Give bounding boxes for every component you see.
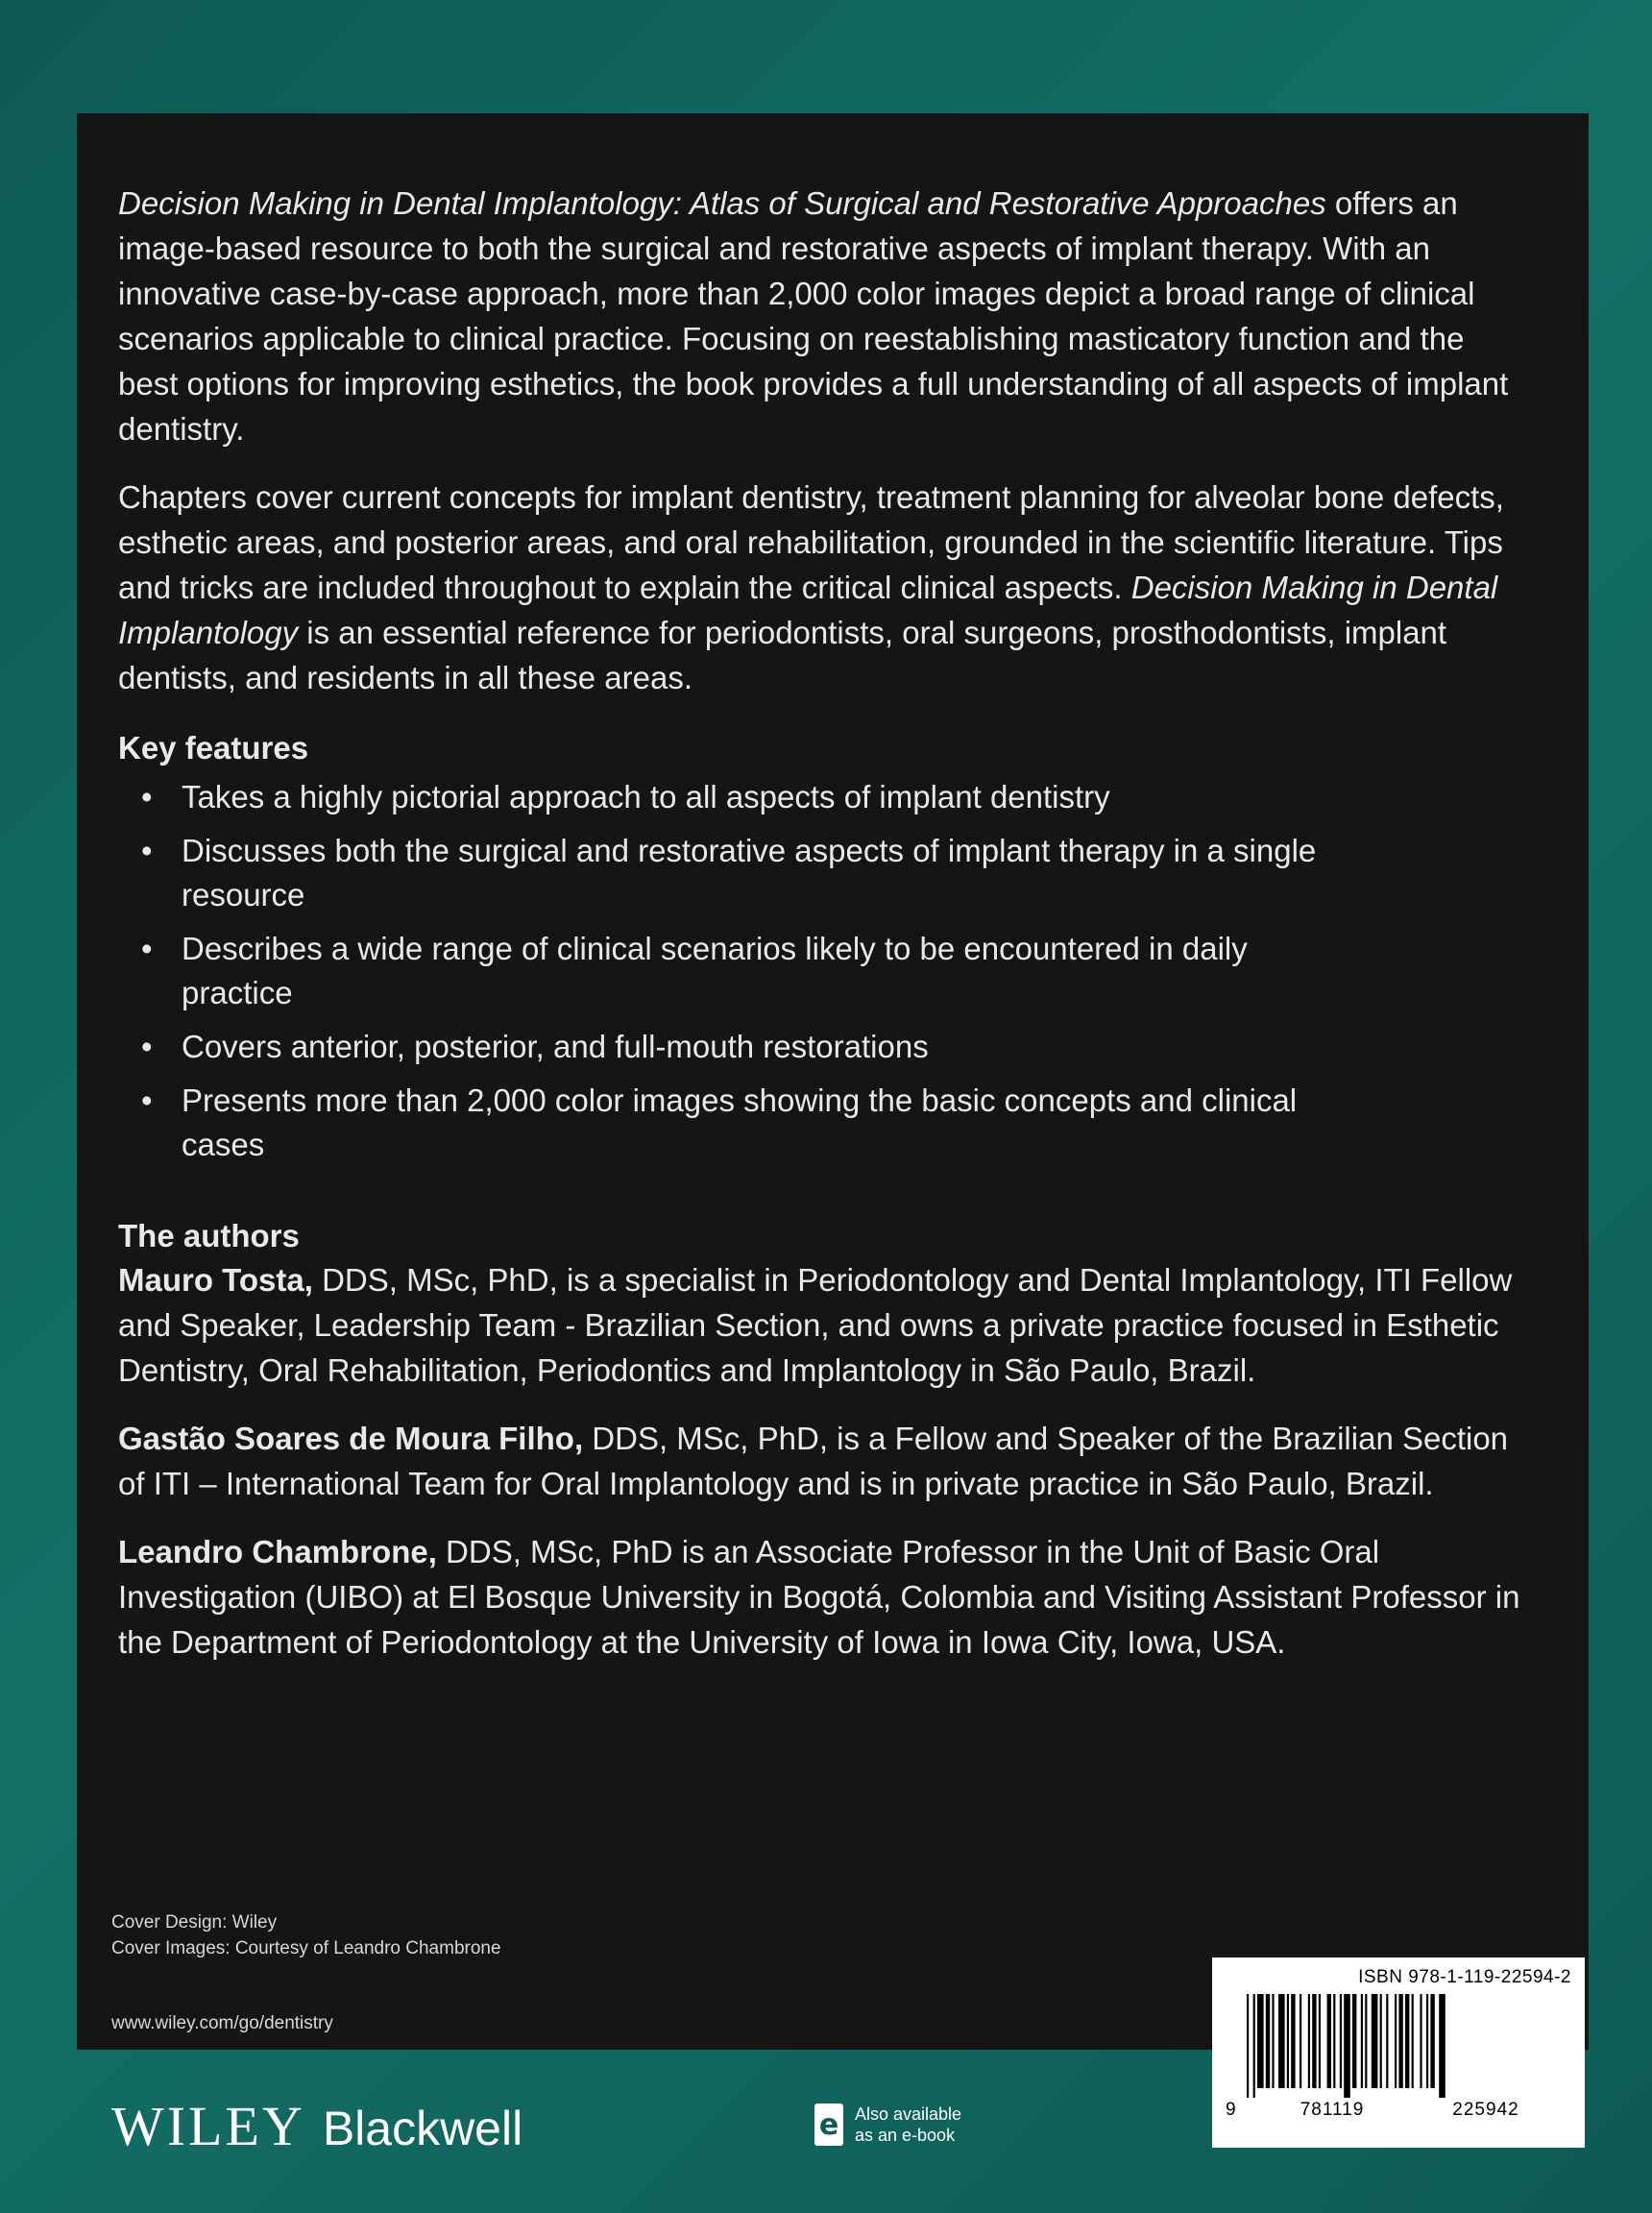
barcode-bar <box>1253 1994 1255 2098</box>
back-cover-panel <box>77 113 1589 2050</box>
isbn-barcode <box>1212 1958 1585 2148</box>
barcode-bar <box>1398 1994 1402 2088</box>
barcode-bar <box>1333 1994 1335 2088</box>
barcode-bar <box>1287 1994 1289 2088</box>
chapters-paragraph <box>118 474 1531 700</box>
barcode-bar <box>1308 1994 1310 2088</box>
feature-item: • Describes a wide range of clinical scenarios likely to be encountered in daily practice <box>118 927 1319 1015</box>
barcode-bar <box>1300 1994 1301 2088</box>
barcode-bar <box>1291 1994 1295 2088</box>
barcode-bar <box>1405 1994 1409 2088</box>
barcode-bar <box>1420 1994 1421 2088</box>
barcode-bar <box>1361 1994 1363 2088</box>
author-name: Leandro Chambrone, <box>118 1534 437 1569</box>
intro-text: offers an image-based resource to both the surgical and restorative aspects of implant therapy. With an innovative case-by-case approach, more than 2,000 color images depict a broad range of clinical scenarios applicable to clinical practice. Focusing on reestablishing masticatory function and the best options for improving esthetics, the book provides a full understanding of all aspects of implant dentistry. <box>118 185 1509 447</box>
barcode-bar <box>1439 1994 1446 2098</box>
barcode-right-group: 225942 <box>1452 2100 1519 2120</box>
key-features-heading: Key features <box>118 730 309 766</box>
publisher-logo <box>111 2094 522 2158</box>
barcode-bar <box>1430 1994 1434 2088</box>
website-link[interactable]: www.wiley.com/go/dentistry <box>111 2013 333 2033</box>
barcode-bar <box>1386 1994 1388 2088</box>
author-bio: Gastão Soares de Moura Filho, DDS, MSc, PhD, is a Fellow and Speaker of the Brazilian Section of ITI – International Team for Oral Implantology and is in private practice in São Paulo, Brazil. <box>118 1421 1509 1501</box>
barcode-bar <box>1412 1994 1414 2088</box>
ebook-icon: e <box>814 2104 843 2146</box>
feature-item: • Covers anterior, posterior, and full-mouth restorations <box>118 1025 1319 1069</box>
book-title-italic: Decision Making in Dental Implantology: Atlas of Surgical and Restorative Approaches <box>118 185 1326 221</box>
feature-item: • Presents more than 2,000 color images showing the basic concepts and clinical cases <box>118 1079 1319 1167</box>
bullet-icon: • <box>141 931 153 966</box>
cover-credits <box>111 1909 501 1961</box>
cover-images-credit: Cover Images: Courtesy of Leandro Chambrone <box>111 1938 501 1958</box>
ebook-availability <box>814 2104 961 2146</box>
barcode-bars <box>1226 1994 1571 2098</box>
ebook-text: Also available as an e-book <box>855 2104 962 2145</box>
feature-item: • Takes a highly pictorial approach to all aspects of implant dentistry <box>118 775 1319 819</box>
author-name: Mauro Tosta, <box>118 1262 313 1298</box>
authors-heading: The authors <box>118 1218 300 1253</box>
barcode-bar <box>1380 1994 1382 2088</box>
book-short-title-italic: Decision Making in Dental Implantology <box>118 570 1498 650</box>
bullet-icon: • <box>141 833 153 868</box>
barcode-left-group: 781119 <box>1300 2100 1365 2120</box>
barcode-bar <box>1365 1994 1367 2088</box>
key-features-list <box>118 775 1319 1167</box>
barcode-bar <box>1319 1994 1321 2088</box>
bullet-icon: • <box>141 779 153 815</box>
barcode-bar <box>1278 1994 1285 2088</box>
barcode-bar <box>1266 1994 1270 2088</box>
barcode-bar <box>1372 1994 1378 2088</box>
bullet-icon: • <box>141 1029 153 1064</box>
wiley-wordmark: WILEY <box>111 2095 305 2157</box>
isbn-number: ISBN 978-1-119-22594-2 <box>1358 1967 1571 1987</box>
chapters-text: Chapters cover current concepts for implant dentistry, treatment planning for alveolar bone defects, esthetic areas, and posterior areas, and oral rehabilitation, grounded in the scientific literature. Tips and tricks are included throughout to explain the critical clinical aspects. <box>118 479 1504 605</box>
barcode-bar <box>1312 1994 1316 2088</box>
barcode-first-digit: 9 <box>1226 2100 1237 2120</box>
barcode-bar <box>1247 1994 1249 2098</box>
feature-item: • Discusses both the surgical and restorative aspects of implant therapy in a single resource <box>118 829 1319 917</box>
blackwell-wordmark: Blackwell <box>322 2102 523 2155</box>
barcode-bar <box>1426 1994 1428 2088</box>
barcode-bar <box>1257 1994 1264 2088</box>
barcode-bar <box>1272 1994 1274 2088</box>
intro-paragraph <box>118 181 1531 451</box>
barcode-bar <box>1352 1994 1356 2088</box>
bullet-icon: • <box>141 1082 153 1118</box>
author-bio: Leandro Chambrone, DDS, MSc, PhD is an Associate Professor in the Unit of Basic Oral Investigation (UIBO) at El Bosque University in Bogotá, Colombia and Visiting Assistant Professor in the Department of Periodontology at the University of Iowa in Iowa City, Iowa, USA. <box>118 1534 1520 1660</box>
barcode-bar <box>1395 1994 1397 2088</box>
barcode-bar <box>1344 1994 1350 2098</box>
author-name: Gastão Soares de Moura Filho, <box>118 1421 584 1456</box>
cover-design-credit: Cover Design: Wiley <box>111 1912 278 1933</box>
chapters-text-end: is an essential reference for periodontists, oral surgeons, prosthodontists, implant dentists, and residents in all these areas. <box>118 615 1447 695</box>
barcode-digits <box>1226 2100 1571 2121</box>
author-bio: Mauro Tosta, DDS, MSc, PhD, is a specialist in Periodontology and Dental Implantology, ITI Fellow and Speaker, Leadership Team - Brazilian Section, and owns a private practice focused in Esthetic Dentistry, Oral Rehabilitation, Periodontics and Implantology in São Paulo, Brazil. <box>118 1262 1513 1388</box>
barcode-bar <box>1327 1994 1331 2088</box>
barcode-bar <box>1340 1994 1342 2088</box>
